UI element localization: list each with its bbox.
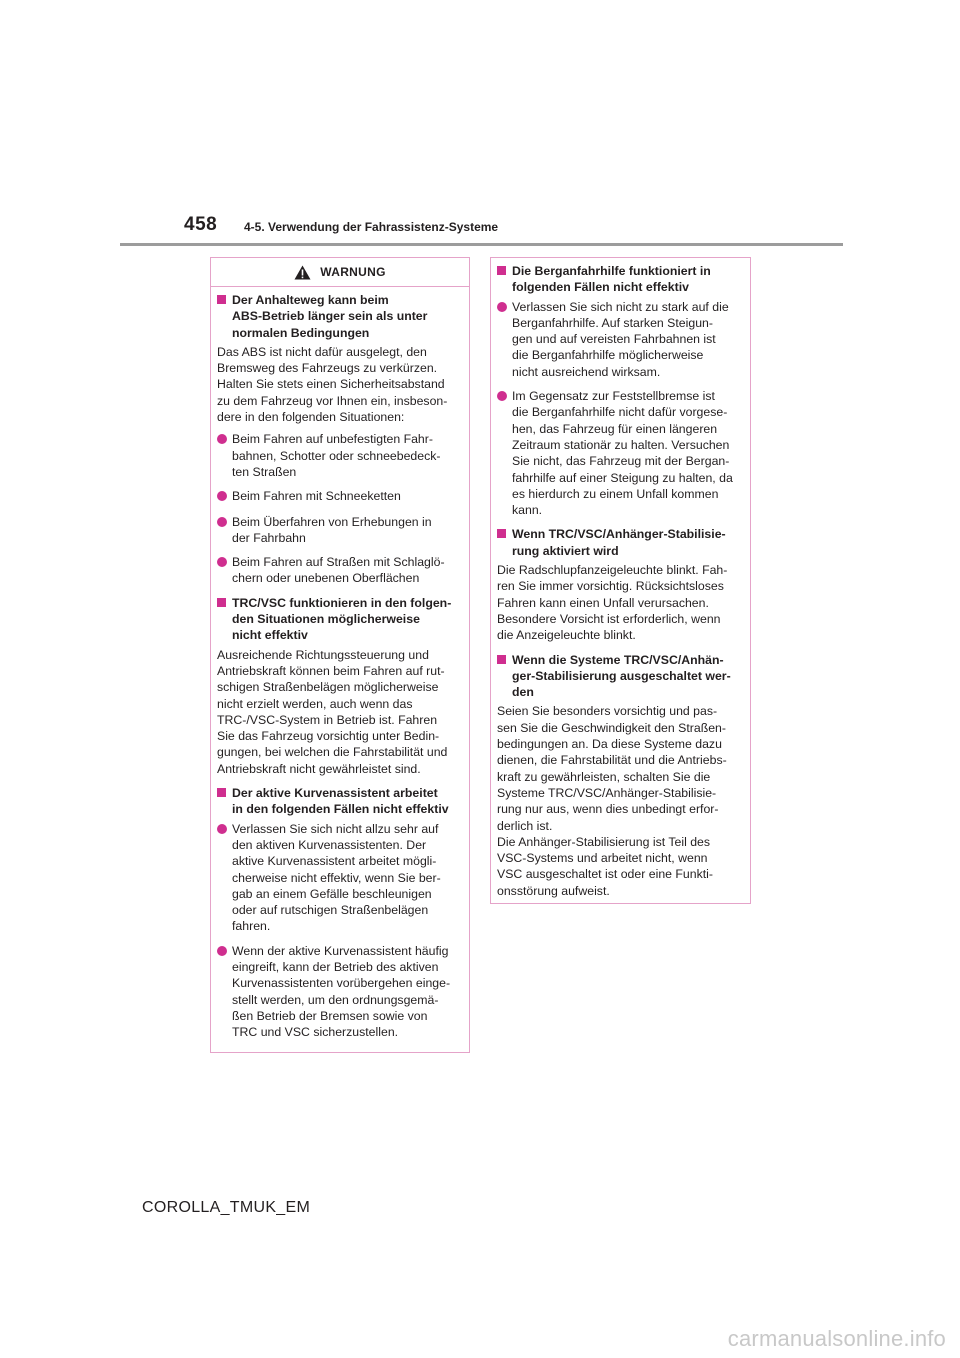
warning-title: WARNUNG <box>320 264 386 279</box>
list-item: Verlassen Sie sich nicht allzu sehr auf den aktiven Kurvenassistenten. Der aktive Kurvenassistent arbeitet mögli- cherweise nicht effektiv, wenn Sie ber- gab an einem Gefälle beschleunigen oder auf rutschigen Straßenbelägen fahren. <box>217 821 461 935</box>
page-number: 458 <box>184 214 218 235</box>
section-heading: Die Berganfahrhilfe funktioniert in folgenden Fällen nicht effektiv <box>497 263 742 296</box>
warning-content <box>211 287 469 1040</box>
model-code: COROLLA_TMUK_EM <box>142 1199 311 1216</box>
section-heading: Wenn die Systeme TRC/VSC/Anhän- ger-Stabilisierung ausgeschaltet wer- den <box>497 652 742 701</box>
paragraph: Das ABS ist nicht dafür ausgelegt, den Bremsweg des Fahrzeugs zu verkürzen. Halten Sie stets einen Sicherheitsabstand zu dem Fahrzeug vor Ihnen ein, insbeson- dere in den folgenden Situationen: <box>217 344 448 425</box>
list-item: Beim Fahren auf unbefestigten Fahr- bahnen, Schotter oder schneebedeck- ten Straßen <box>217 431 461 480</box>
watermark: carmanualsonline.info <box>727 1326 946 1351</box>
warning-header <box>211 258 469 287</box>
square-bullet-icon <box>217 788 226 797</box>
circle-bullet-icon <box>217 824 227 834</box>
list-item: Verlassen Sie sich nicht zu stark auf die Berganfahrhilfe. Auf starken Steigun- gen und auf vereisten Fahrbahnen ist die Berganfahrhilfe möglicherweise nicht ausreichend wirksam. <box>497 299 742 380</box>
warning-box <box>210 257 470 1053</box>
list-item: Beim Überfahren von Erhebungen in der Fahrbahn <box>217 514 461 547</box>
section-heading: Der aktive Kurvenassistent arbeitet in den folgenden Fällen nicht effektiv <box>217 785 461 818</box>
circle-bullet-icon <box>217 946 227 956</box>
circle-bullet-icon <box>217 557 227 567</box>
square-bullet-icon <box>497 266 506 275</box>
section-heading: TRC/VSC funktionieren in den folgen- den Situationen möglicherweise nicht effektiv <box>217 595 461 644</box>
list-item: Beim Fahren mit Schneeketten <box>217 488 461 505</box>
list-item: Beim Fahren auf Straßen mit Schlaglö- chern oder unebenen Oberflächen <box>217 554 461 587</box>
list-item: Wenn der aktive Kurvenassistent häufig eingreift, kann der Betrieb des aktiven Kurvenassistenten vorübergehen einge- stellt werden, um den ordnungsgemä- ßen Betrieb der Bremsen sowie von TRC und VSC sicherzustellen. <box>217 943 461 1041</box>
section-title: 4-5. Verwendung der Fahrassistenz-Systeme <box>244 220 499 234</box>
paragraph: Ausreichende Richtungssteuerung und Antriebskraft können beim Fahren auf rut- schigen Straßenbelägen möglicherweise nicht erzielt werden, auch wenn das TRC-/VSC-System in Betrieb ist. Fahren Sie das Fahrzeug vorsichtig unter Bedin- gungen, bei welchen die Fahrstabilität und Antriebskraft nicht gewährleistet sind. <box>217 647 448 776</box>
circle-bullet-icon <box>217 491 227 501</box>
list-item: Im Gegensatz zur Feststellbremse ist die Berganfahrhilfe nicht dafür vorgese- hen, das Fahrzeug für einen längeren Zeitraum stationär zu halten. Versuchen Sie nicht, das Fahrzeug mit der Bergan- fahrhilfe auf einer Steigung zu halten, da es hierdurch zu einem Unfall kommen kann. <box>497 388 742 518</box>
warning-triangle-icon <box>294 265 311 280</box>
circle-bullet-icon <box>217 517 227 527</box>
paragraph: Seien Sie besonders vorsichtig und pas- sen Sie die Geschwindigkeit den Straßen- bedingungen an. Da diese Systeme dazu dienen, die Fahrstabilität und die Antriebs- kraft zu gewährleisten, schalten Sie die Systeme TRC/VSC/Anhänger-Stabilisie- rung nur aus, wenn dies unbedingt erfor- derlich ist. Die Anhänger-Stabilisierung ist Teil des VSC-Systems und arbeitet nicht, wenn VSC ausgeschaltet ist oder eine Funkti- onsstörung aufweist. <box>497 704 727 898</box>
square-bullet-icon <box>217 295 226 304</box>
warning-box-continued <box>490 257 751 904</box>
paragraph: Die Radschlupfanzeigeleuchte blinkt. Fah- ren Sie immer vorsichtig. Rücksichtsloses Fahren kann einen Unfall verursachen. Besondere Vorsicht ist erforderlich, wenn die Anzeigeleuchte blinkt. <box>497 563 728 643</box>
section-heading: Der Anhalteweg kann beim ABS-Betrieb länger sein als unter normalen Bedingungen <box>217 292 461 341</box>
warning-content <box>491 258 750 899</box>
square-bullet-icon <box>497 529 506 538</box>
section-heading: Wenn TRC/VSC/Anhänger-Stabilisie- rung aktiviert wird <box>497 526 742 559</box>
square-bullet-icon <box>497 655 506 664</box>
circle-bullet-icon <box>497 391 507 401</box>
circle-bullet-icon <box>217 434 227 444</box>
header-divider <box>120 243 843 246</box>
circle-bullet-icon <box>497 302 507 312</box>
square-bullet-icon <box>217 598 226 607</box>
